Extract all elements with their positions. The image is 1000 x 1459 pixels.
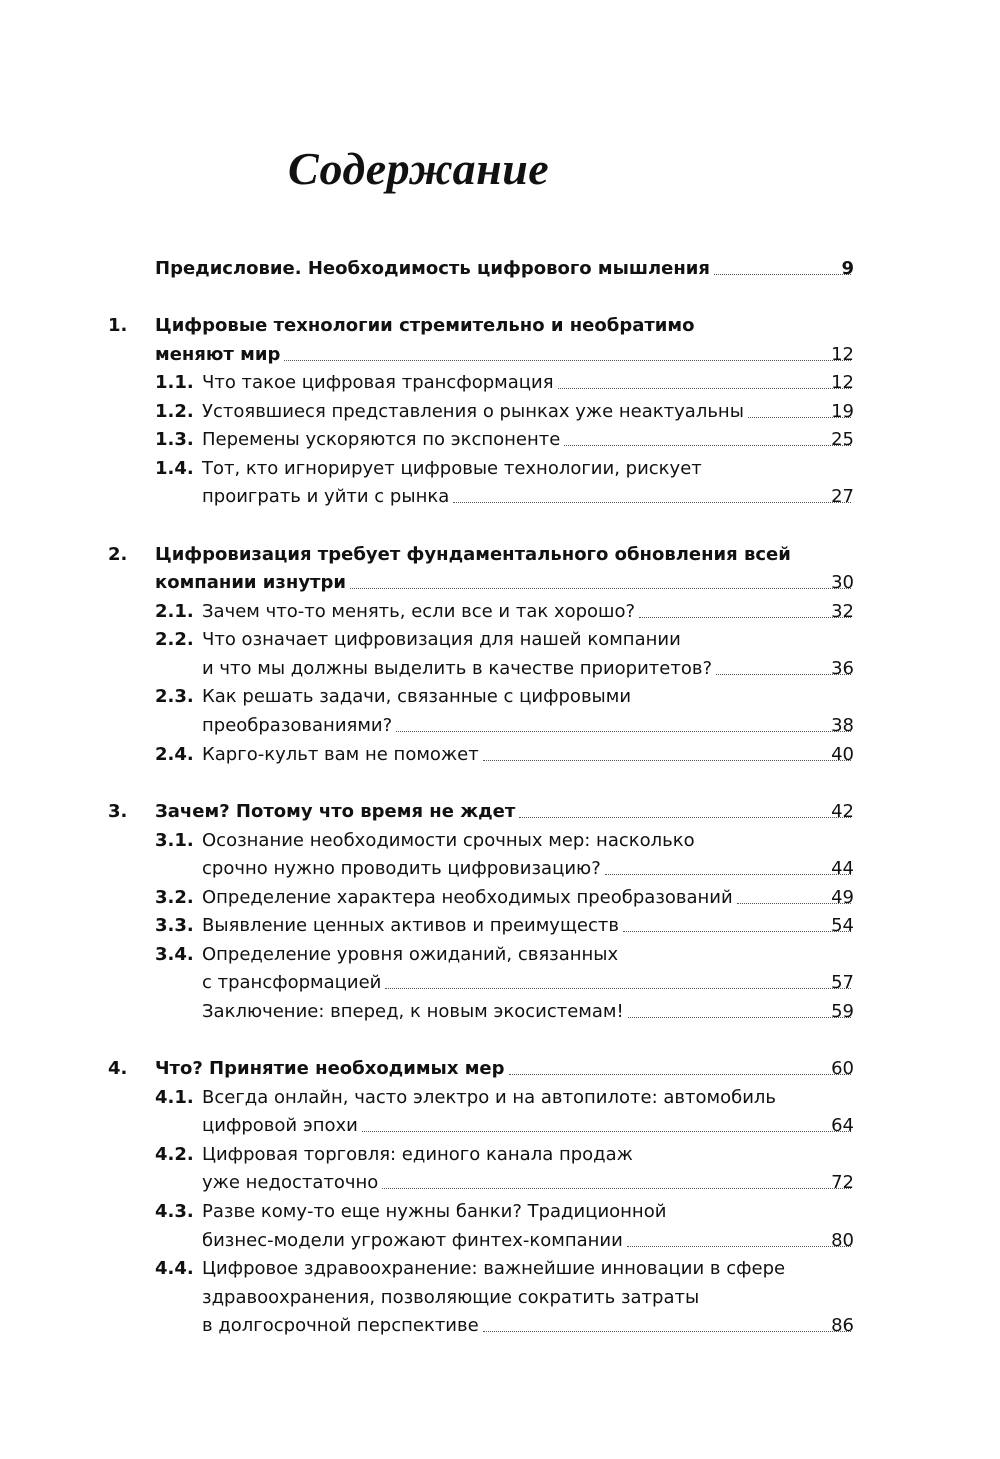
- toc-section-4-3-cont[interactable]: [0, 1226, 1000, 1255]
- section-title: Определение характера необходимых преобразований: [202, 887, 733, 908]
- section-title-line-2: цифровой эпохи: [202, 1115, 358, 1136]
- section-number: 3.2.: [155, 887, 194, 908]
- dot-leader: [623, 911, 851, 932]
- page-number: 44: [831, 858, 854, 879]
- page-number: 19: [831, 401, 854, 422]
- toc-chapter-1-cont[interactable]: [0, 340, 1000, 369]
- section-number: 4.4.: [155, 1258, 194, 1279]
- section-title-line-1: Определение уровня ожиданий, связанных: [202, 944, 619, 965]
- dot-leader: [483, 740, 851, 761]
- page-number: 36: [831, 658, 854, 679]
- page-number: 38: [831, 715, 854, 736]
- page-number: 12: [831, 344, 854, 365]
- toc-section-1-1[interactable]: [0, 368, 1000, 397]
- section-number: 1.4.: [155, 458, 194, 479]
- toc-section-3-4[interactable]: [0, 940, 1000, 969]
- section-title-line-2: и что мы должны выделить в качестве приоритетов?: [202, 658, 713, 679]
- page-number: 12: [831, 372, 854, 393]
- dot-leader: [483, 1311, 851, 1332]
- page-number: 49: [831, 887, 854, 908]
- section-title-line-2: бизнес-модели угрожают финтех-компании: [202, 1230, 623, 1251]
- toc-conclusion[interactable]: [0, 997, 1000, 1026]
- section-title-line-3: в долгосрочной перспективе: [202, 1315, 479, 1336]
- dot-leader: [350, 568, 851, 589]
- toc-section-3-1[interactable]: [0, 826, 1000, 855]
- section-title-line-1: Что означает цифровизация для нашей компании: [202, 629, 681, 650]
- toc-section-1-3[interactable]: [0, 425, 1000, 454]
- toc-section-4-3[interactable]: [0, 1197, 1000, 1226]
- page-number: 32: [831, 601, 854, 622]
- page-number: 54: [831, 915, 854, 936]
- toc-section-4-2[interactable]: [0, 1140, 1000, 1169]
- section-title: Что такое цифровая трансформация: [202, 372, 554, 393]
- toc-chapter-2[interactable]: [0, 540, 1000, 569]
- toc-section-4-4[interactable]: [0, 1254, 1000, 1283]
- toc-section-3-3[interactable]: [0, 911, 1000, 940]
- page-number: 40: [831, 744, 854, 765]
- toc-section-3-2[interactable]: [0, 883, 1000, 912]
- dot-leader: [605, 854, 851, 875]
- section-number: 2.4.: [155, 744, 194, 765]
- section-number: 1.2.: [155, 401, 194, 422]
- page-number: 86: [831, 1315, 854, 1336]
- page-number: 27: [831, 486, 854, 507]
- section-title-line-1: Разве кому-то еще нужны банки? Традиционной: [202, 1201, 667, 1222]
- chapter-title: Что? Принятие необходимых мер: [155, 1058, 505, 1079]
- chapter-title-line-2: меняют мир: [155, 344, 281, 365]
- section-number: 2.3.: [155, 686, 194, 707]
- toc-chapter-4[interactable]: [0, 1054, 1000, 1083]
- toc-section-2-2[interactable]: [0, 625, 1000, 654]
- toc-section-2-3-cont[interactable]: [0, 711, 1000, 740]
- toc-chapter-2-cont[interactable]: [0, 568, 1000, 597]
- page-number: 59: [831, 1001, 854, 1022]
- toc-chapter-3[interactable]: [0, 797, 1000, 826]
- section-number: 4.2.: [155, 1144, 194, 1165]
- section-number: 2.2.: [155, 629, 194, 650]
- section-number: 4.1.: [155, 1087, 194, 1108]
- toc-section-1-4-cont[interactable]: [0, 482, 1000, 511]
- section-title-line-2: с трансформацией: [202, 972, 382, 993]
- section-title-line-1: Тот, кто игнорирует цифровые технологии, рискует: [202, 458, 702, 479]
- section-title-line-1: Всегда онлайн, часто электро и на автопилоте: автомобиль: [202, 1087, 777, 1108]
- section-number: 3.1.: [155, 830, 194, 851]
- section-title-line-2: преобразованиями?: [202, 715, 393, 736]
- section-title-line-2: здравоохранения, позволяющие сократить затраты: [202, 1287, 700, 1308]
- section-number: 1.1.: [155, 372, 194, 393]
- dot-leader: [639, 597, 851, 618]
- toc-section-2-1[interactable]: [0, 597, 1000, 626]
- section-title-line-1: Как решать задачи, связанные с цифровыми: [202, 686, 632, 707]
- section-number: 2.1.: [155, 601, 194, 622]
- section-title-line-2: уже недостаточно: [202, 1172, 379, 1193]
- section-title: Перемены ускоряются по экспоненте: [202, 429, 561, 450]
- dot-leader: [385, 968, 851, 989]
- chapter-title-line-1: Цифровизация требует фундаментального обновления всей: [155, 544, 791, 565]
- page-number: 30: [831, 572, 854, 593]
- page-title: Содержание: [288, 143, 550, 194]
- chapter-number: 2.: [108, 544, 128, 565]
- section-number: 4.3.: [155, 1201, 194, 1222]
- toc-section-4-1-cont[interactable]: [0, 1111, 1000, 1140]
- toc-section-4-4-cont-2[interactable]: [0, 1311, 1000, 1340]
- chapter-title: Зачем? Потому что время не ждет: [155, 801, 516, 822]
- dot-leader: [564, 425, 851, 446]
- dot-leader: [519, 797, 851, 818]
- dot-leader: [558, 368, 851, 389]
- dot-leader: [627, 1226, 851, 1247]
- toc-section-1-2[interactable]: [0, 397, 1000, 426]
- dot-leader: [284, 340, 851, 361]
- chapter-number: 3.: [108, 801, 128, 822]
- toc-section-4-4-cont-1[interactable]: [0, 1283, 1000, 1312]
- section-title: Устоявшиеся представления о рынках уже неактуальны: [202, 401, 744, 422]
- section-title-line-1: Цифровое здравоохранение: важнейшие инновации в сфере: [202, 1258, 786, 1279]
- toc-section-3-1-cont[interactable]: [0, 854, 1000, 883]
- chapter-title-line-1: Цифровые технологии стремительно и необратимо: [155, 315, 695, 336]
- page-number: 42: [831, 801, 854, 822]
- section-title-line-2: проиграть и уйти с рынка: [202, 486, 450, 507]
- page-number: 80: [831, 1230, 854, 1251]
- section-title-line-1: Цифровая торговля: единого канала продаж: [202, 1144, 633, 1165]
- chapter-title-line-2: компании изнутри: [155, 572, 346, 593]
- section-number: 1.3.: [155, 429, 194, 450]
- section-title: Карго-культ вам не поможет: [202, 744, 479, 765]
- section-title: Выявление ценных активов и преимуществ: [202, 915, 619, 936]
- chapter-number: 4.: [108, 1058, 128, 1079]
- toc-section-2-3[interactable]: [0, 682, 1000, 711]
- page-number: 9: [841, 258, 854, 279]
- dot-leader: [396, 711, 851, 732]
- dot-leader: [628, 997, 851, 1018]
- page-number: 57: [831, 972, 854, 993]
- page-number: 25: [831, 429, 854, 450]
- toc-entry-preface[interactable]: [0, 254, 1000, 283]
- section-title: Зачем что-то менять, если все и так хорошо?: [202, 601, 636, 622]
- toc-section-3-4-cont[interactable]: [0, 968, 1000, 997]
- toc-section-2-4[interactable]: [0, 740, 1000, 769]
- dot-leader: [453, 482, 851, 503]
- dot-leader: [362, 1111, 851, 1132]
- page-number: 72: [831, 1172, 854, 1193]
- page-number: 60: [831, 1058, 854, 1079]
- toc-section-4-1[interactable]: [0, 1083, 1000, 1112]
- section-number: 3.3.: [155, 915, 194, 936]
- section-number: 3.4.: [155, 944, 194, 965]
- toc-section-4-2-cont[interactable]: [0, 1168, 1000, 1197]
- section-title: Заключение: вперед, к новым экосистемам!: [202, 1001, 624, 1022]
- toc-chapter-1[interactable]: [0, 311, 1000, 340]
- toc-section-2-2-cont[interactable]: [0, 654, 1000, 683]
- dot-leader: [714, 254, 851, 275]
- dot-leader: [509, 1054, 851, 1075]
- section-title-line-1: Осознание необходимости срочных мер: насколько: [202, 830, 695, 851]
- dot-leader: [382, 1168, 851, 1189]
- section-title-line-2: срочно нужно проводить цифровизацию?: [202, 858, 601, 879]
- entry-title: Предисловие. Необходимость цифрового мышления: [155, 258, 710, 279]
- toc-section-1-4[interactable]: [0, 454, 1000, 483]
- page-number: 64: [831, 1115, 854, 1136]
- chapter-number: 1.: [108, 315, 128, 336]
